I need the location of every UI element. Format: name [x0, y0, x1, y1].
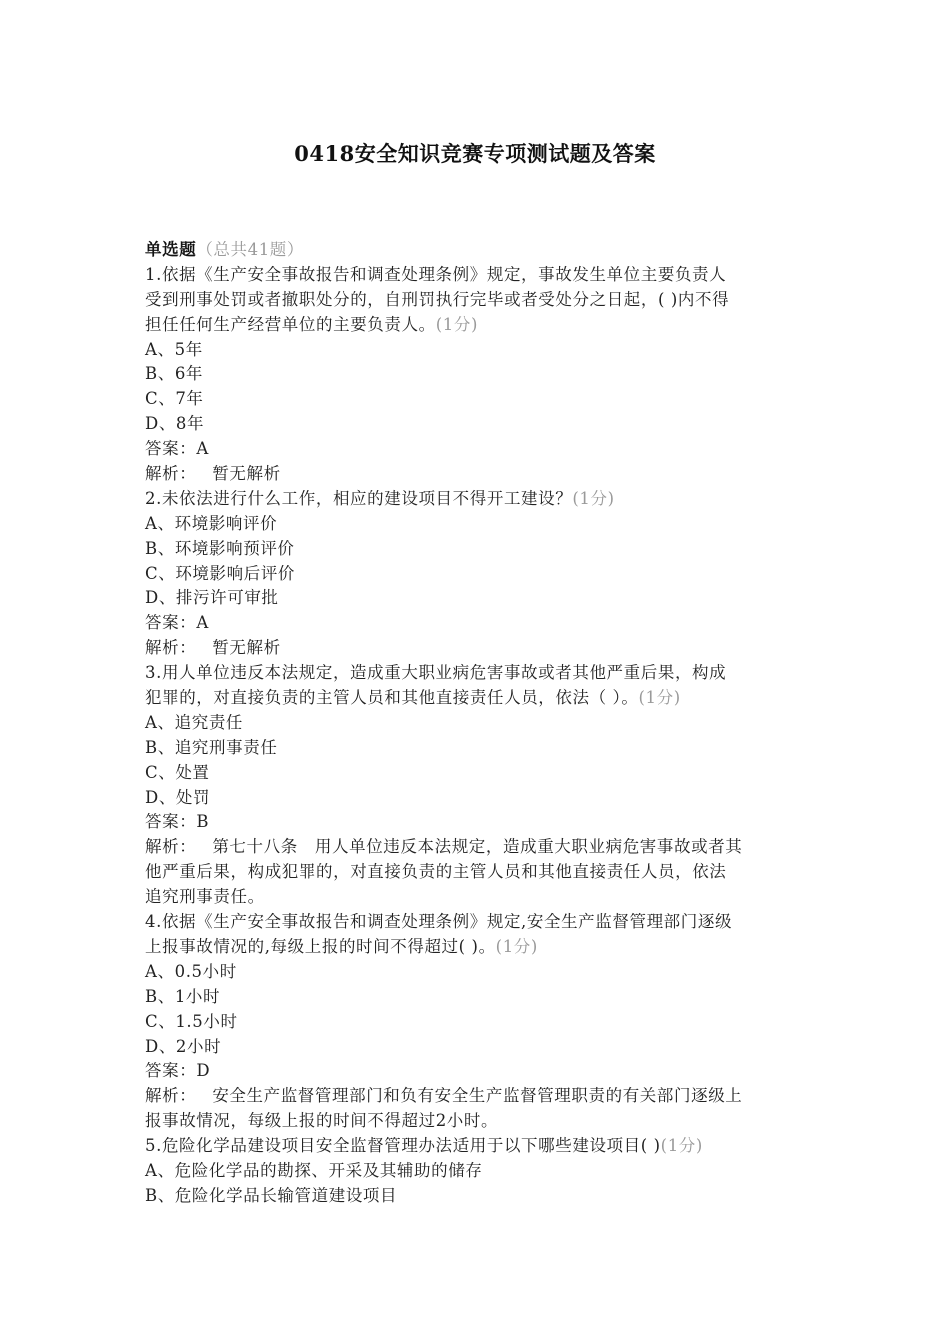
question-stem: 2.未依法进行什么工作，相应的建设项目不得开工建设？: [145, 488, 573, 508]
analysis-line: [145, 636, 825, 661]
answer-value: B: [196, 812, 210, 832]
answer-line: [145, 437, 825, 462]
answer-value: A: [196, 439, 209, 459]
analysis-label: 解析：: [145, 837, 197, 857]
option-d: D、排污许可审批: [145, 588, 279, 608]
question-stem: 5.危险化学品建设项目安全监督管理办法适用于以下哪些建设项目( ): [145, 1136, 661, 1156]
option-b: B、6年: [145, 364, 204, 384]
question-block: [145, 263, 825, 487]
option-d: D、处罚: [145, 787, 211, 807]
question-score: (1分): [572, 488, 615, 508]
option-c: C、处置: [145, 762, 210, 782]
option-b: B、危险化学品长输管道建设项目: [145, 1185, 398, 1205]
option-c: C、7年: [145, 389, 204, 409]
question-stem-last: [145, 487, 825, 512]
question-stem: 3.用人单位违反本法规定，造成重大职业病危害事故或者其他严重后果，构成: [145, 663, 727, 683]
question-block: [145, 1134, 825, 1209]
section-label: 单选题: [145, 240, 197, 259]
analysis-text: 追究刑事责任。: [145, 887, 265, 907]
analysis-line: [145, 462, 825, 487]
question-stem-last: [145, 935, 825, 960]
option-b: B、环境影响预评价: [145, 538, 295, 558]
option-a: A、0.5小时: [145, 961, 237, 981]
section-heading: [145, 238, 825, 263]
question-score: (1分): [495, 936, 538, 956]
question-stem: 担任任何生产经营单位的主要负责人。: [145, 314, 436, 334]
analysis-line: [145, 1084, 825, 1109]
analysis-text: 第七十八条 用人单位违反本法规定，造成重大职业病危害事故或者其: [212, 837, 743, 857]
question-block: [145, 910, 825, 1134]
analysis-text: 他严重后果，构成犯罪的，对直接负责的主管人员和其他直接责任人员，依法: [145, 862, 727, 882]
option-a: A、追究责任: [145, 712, 244, 732]
answer-value: D: [196, 1061, 211, 1081]
question-stem-last: [145, 313, 825, 338]
analysis-text: 暂无解析: [212, 464, 281, 484]
answer-line: [145, 611, 825, 636]
question-stem: 1.依据《生产安全事故报告和调查处理条例》规定，事故发生单位主要负责人: [145, 264, 727, 284]
option-a: A、5年: [145, 339, 203, 359]
analysis-text: 报事故情况，每级上报的时间不得超过2小时。: [145, 1111, 499, 1131]
question-stem: 上报事故情况的,每级上报的时间不得超过( )。: [145, 936, 496, 956]
question-stem-last: [145, 686, 825, 711]
section-count: （总共41题）: [196, 240, 305, 259]
option-b: B、追究刑事责任: [145, 737, 278, 757]
answer-label: 答案：: [145, 613, 197, 633]
analysis-text: 安全生产监督管理部门和负有安全生产监督管理职责的有关部门逐级上: [212, 1086, 743, 1106]
question-stem: 4.依据《生产安全事故报告和调查处理条例》规定,安全生产监督管理部门逐级: [145, 912, 733, 932]
answer-value: A: [196, 613, 209, 633]
analysis-line: [145, 835, 825, 860]
question-block: [145, 661, 825, 910]
answer-line: [145, 1059, 825, 1084]
question-score: (1分): [435, 314, 478, 334]
option-a: A、危险化学品的勘探、开采及其辅助的储存: [145, 1160, 483, 1180]
option-c: C、1.5小时: [145, 1011, 238, 1031]
page-title: 0418安全知识竞赛专项测试题及答案: [294, 141, 656, 166]
option-c: C、环境影响后评价: [145, 563, 296, 583]
question-score: (1分): [660, 1136, 703, 1156]
answer-line: [145, 810, 825, 835]
option-d: D、2小时: [145, 1036, 222, 1056]
question-stem-last: [145, 1134, 825, 1159]
question-stem: 受到刑事处罚或者撤职处分的，自刑罚执行完毕或者受处分之日起，( )内不得: [145, 289, 730, 309]
question-score: (1分): [638, 688, 681, 708]
analysis-label: 解析：: [145, 638, 197, 658]
analysis-label: 解析：: [145, 464, 197, 484]
answer-label: 答案：: [145, 1061, 197, 1081]
option-a: A、环境影响评价: [145, 513, 278, 533]
answer-label: 答案：: [145, 439, 197, 459]
option-d: D、8年: [145, 414, 205, 434]
answer-label: 答案：: [145, 812, 197, 832]
question-stem: 犯罪的，对直接负责的主管人员和其他直接责任人员，依法（ ）。: [145, 688, 639, 708]
analysis-text: 暂无解析: [212, 638, 281, 658]
analysis-label: 解析：: [145, 1086, 197, 1106]
question-block: [145, 487, 825, 661]
option-b: B、1小时: [145, 986, 221, 1006]
question-list: [145, 238, 825, 1209]
